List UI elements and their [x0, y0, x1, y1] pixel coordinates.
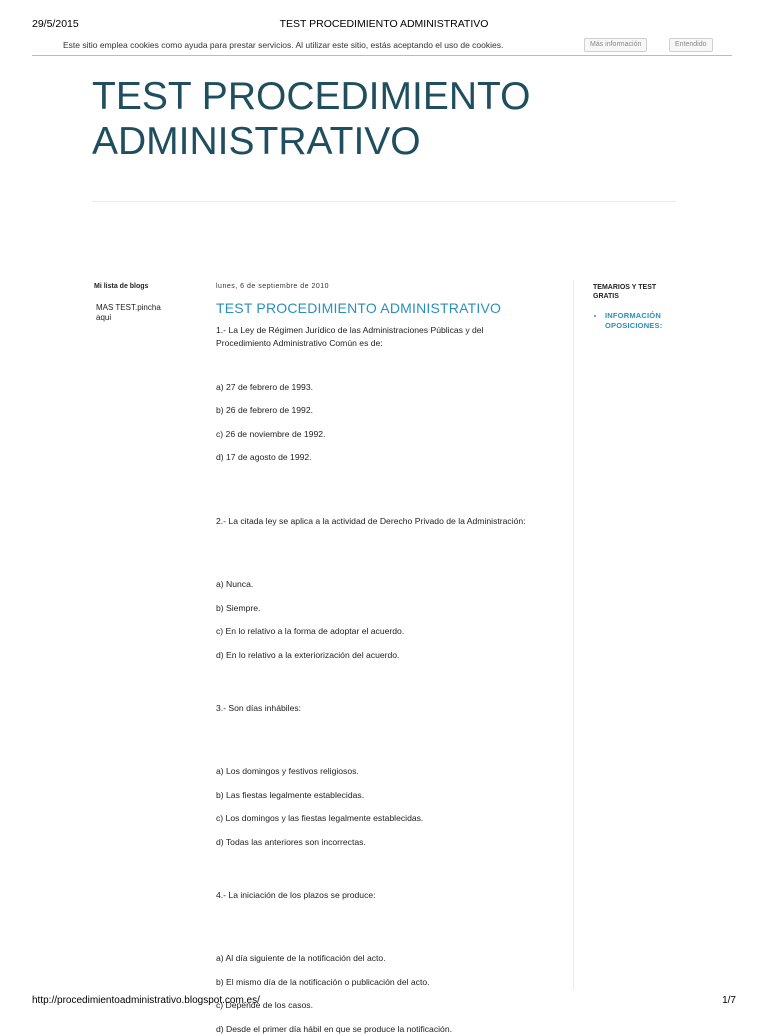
answer-3d: d) Todas las anteriores son incorrectas.	[216, 836, 366, 847]
answer-3c: c) Los domingos y las fiestas legalmente establecidas.	[216, 813, 424, 823]
answer-2d: d) En lo relativo a la exteriorización del acuerdo.	[216, 649, 400, 660]
answer-2c: c) En lo relativo a la forma de adoptar el acuerdo.	[216, 626, 405, 636]
answer-2a: a) Nunca.	[216, 579, 254, 589]
answer-4a: a) Al día siguiente de la notificación del acto.	[216, 953, 386, 963]
cookie-bar	[0, 37, 768, 55]
cookie-bar-divider	[32, 55, 732, 56]
right-sidebar	[593, 283, 683, 331]
header-divider	[92, 201, 676, 202]
blog-post	[216, 283, 566, 1036]
answer-3b: b) Las fiestas legalmente establecidas.	[216, 789, 365, 800]
page-url: http://procedimientoadministrativo.blogspot.com.es/	[32, 995, 260, 1006]
question-4: 4.- La iniciación de los plazos se produce:	[216, 889, 376, 900]
blog-list-link[interactable]: MAS TEST.pincha aqui	[96, 303, 161, 322]
answer-4b: b) El mismo día de la notificación o publicación del acto.	[216, 976, 430, 987]
answer-4d: d) Desde el primer día hábil en que se produce la notificación.	[216, 1023, 452, 1034]
blog-title[interactable]	[92, 74, 652, 164]
question-3: 3.- Son días inhábiles:	[216, 702, 302, 713]
answer-1c: c) 26 de noviembre de 1992.	[216, 428, 326, 439]
temarios-heading: TEMARIOS Y TEST GRATIS	[593, 284, 657, 300]
print-date: 29/5/2015	[32, 18, 79, 30]
column-divider	[573, 280, 574, 990]
answer-1d: d) 17 de agosto de 1992.	[216, 452, 312, 462]
answer-3a: a) Los domingos y festivos religiosos.	[216, 766, 359, 776]
question-2: 2.- La citada ley se aplica a la actividad de Derecho Privado de la Administración:	[216, 515, 526, 526]
post-title[interactable]: TEST PROCEDIMIENTO ADMINISTRATIVO	[216, 300, 502, 316]
page-number: 1/7	[722, 995, 736, 1006]
left-sidebar	[94, 283, 194, 323]
answer-1b: b) 26 de febrero de 1992.	[216, 405, 313, 415]
answer-1a: a) 27 de febrero de 1993.	[216, 381, 313, 392]
question-1: 1.- La Ley de Régimen Jurídico de las Administraciones Públicas y del Procedimiento Administrativo Común es de:	[216, 325, 484, 348]
answer-4c: c) Depende de los casos.	[216, 1000, 313, 1010]
cookie-message: Este sitio emplea cookies como ayuda para prestar servicios. Al utilizar este sitio, estás aceptando el uso de cookies.	[63, 40, 504, 50]
blog-title-line-1: TEST PROCEDIMIENTO	[92, 75, 531, 118]
post-date: lunes, 6 de septiembre de 2010	[216, 283, 330, 290]
print-page-title: TEST PROCEDIMIENTO ADMINISTRATIVO	[279, 18, 489, 30]
info-oposiciones-link[interactable]: • INFORMACIÓN OPOSICIONES:	[605, 311, 683, 331]
more-info-button[interactable]: Más información	[584, 38, 647, 52]
answer-2b: b) Siempre.	[216, 602, 261, 613]
accept-cookies-button[interactable]: Entendido	[669, 38, 713, 52]
post-body	[216, 324, 566, 1036]
blog-title-line-2: ADMINISTRATIVO	[92, 120, 421, 163]
temarios-list	[593, 311, 683, 331]
blog-list-heading: Mi lista de blogs	[94, 283, 149, 290]
